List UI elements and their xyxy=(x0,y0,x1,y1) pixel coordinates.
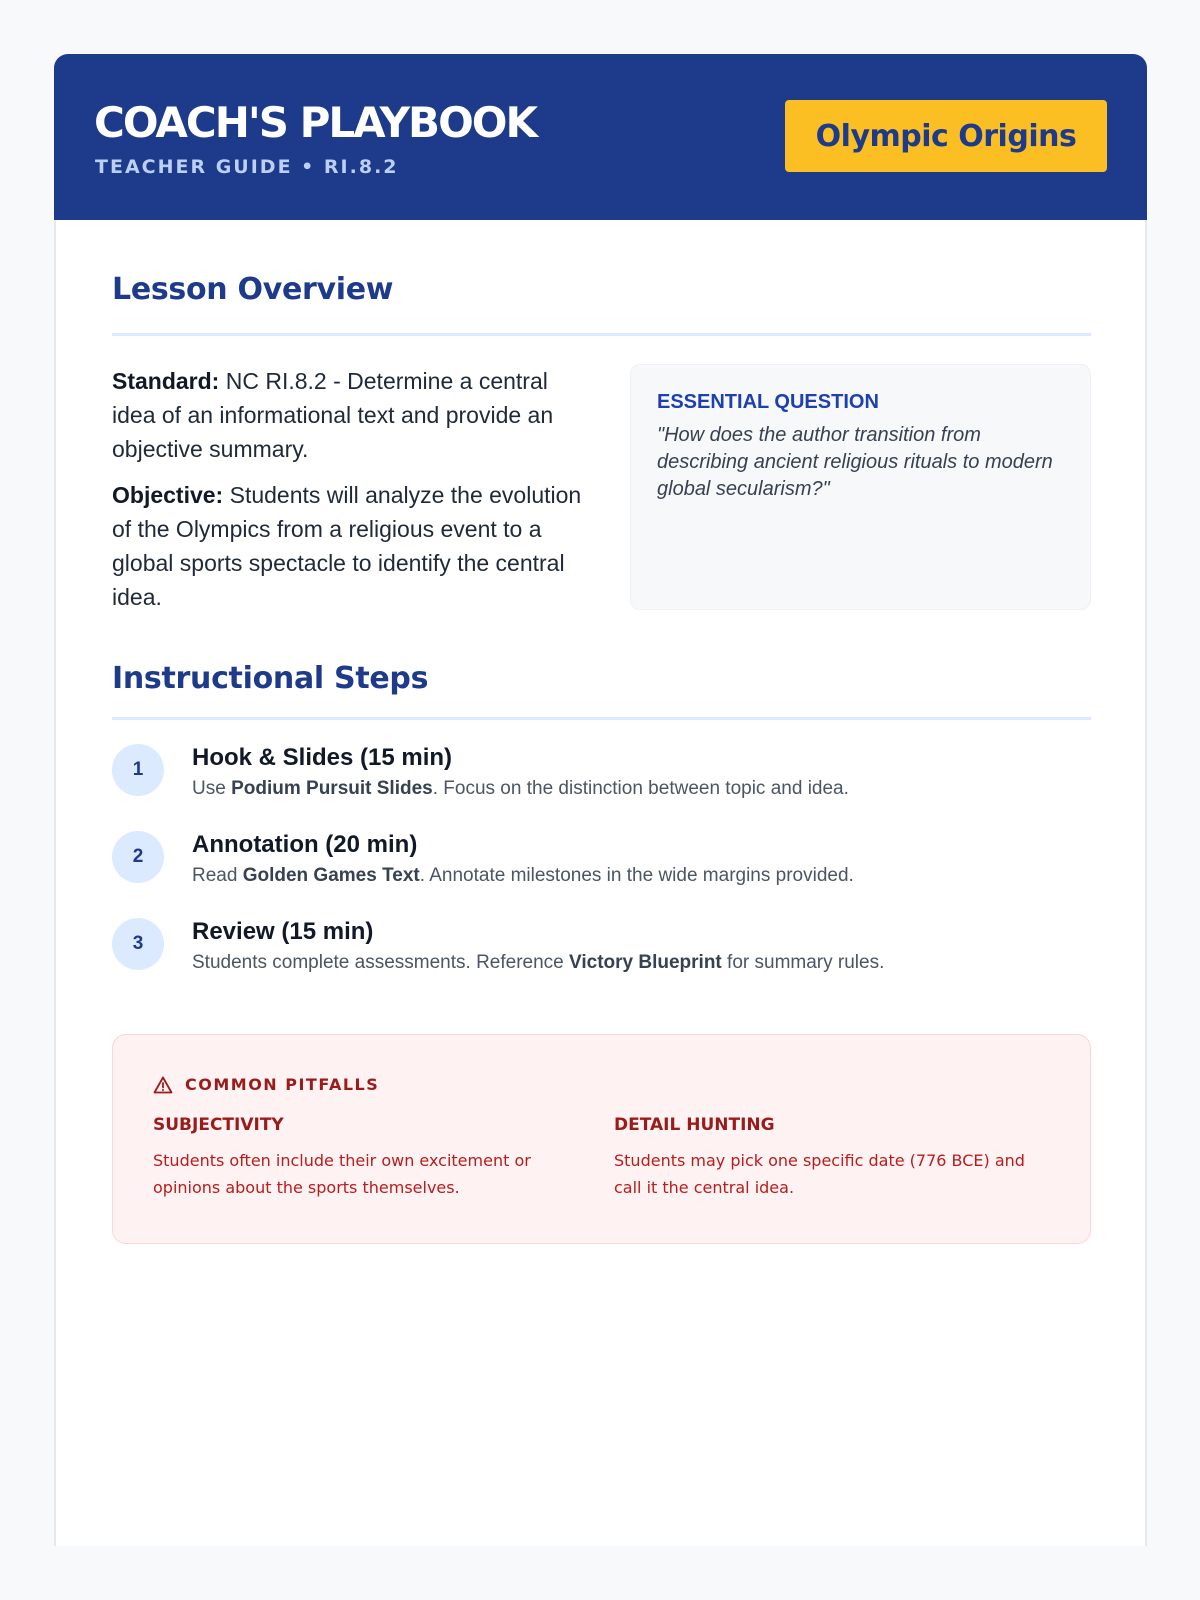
step-resource-name: Victory Blueprint xyxy=(569,952,722,973)
step-description xyxy=(192,952,884,974)
pitfall-title: SUBJECTIVITY xyxy=(153,1115,284,1135)
step-desc-post: . Focus on the distinction between topic and idea. xyxy=(432,778,849,799)
common-pitfalls-box xyxy=(112,1034,1091,1244)
pitfall-text: Students may pick one specific date (776 BCE) and call it the central idea. xyxy=(614,1151,1025,1197)
essential-question-box xyxy=(630,364,1091,610)
standard-text: NC RI.8.2 - Determine a central idea of an informational text and provide an objective summary. xyxy=(112,368,554,462)
page-title: COACH'S PLAYBOOK xyxy=(94,98,537,147)
step-desc-post: . Annotate milestones in the wide margins provided. xyxy=(419,865,854,886)
step-title: Annotation (20 min) xyxy=(192,831,418,858)
warning-icon xyxy=(153,1076,173,1094)
objective-text: Students will analyze the evolution of the Olympics from a religious event to a global sports spectacle to identify the central idea. xyxy=(112,482,582,610)
step-description xyxy=(192,865,854,887)
step-desc-pre: Use xyxy=(192,778,232,799)
pitfall-item xyxy=(614,1115,1034,1201)
pitfall-item xyxy=(153,1115,573,1201)
step-item xyxy=(112,744,1091,831)
header-banner xyxy=(54,54,1147,220)
instructional-steps-heading: Instructional Steps xyxy=(112,661,429,696)
step-description xyxy=(192,778,849,800)
step-number-badge: 1 xyxy=(112,744,164,796)
topic-badge: Olympic Origins xyxy=(785,100,1107,172)
pitfall-text: Students often include their own excitement or opinions about the sports themselves. xyxy=(153,1151,531,1197)
step-desc-post: for summary rules. xyxy=(721,952,885,973)
essential-question-label: ESSENTIAL QUESTION xyxy=(657,391,879,413)
pitfalls-heading xyxy=(153,1075,379,1094)
step-title: Hook & Slides (15 min) xyxy=(192,744,453,771)
step-item xyxy=(112,831,1091,918)
step-resource-name: Podium Pursuit Slides xyxy=(231,778,433,799)
step-number-badge: 3 xyxy=(112,918,164,970)
standard-paragraph xyxy=(112,364,592,466)
steps-list xyxy=(112,744,1091,1005)
step-desc-pre: Students complete assessments. Reference xyxy=(192,952,570,973)
objective-label: Objective: xyxy=(112,482,224,508)
objective-paragraph xyxy=(112,478,592,614)
pitfalls-heading-text: COMMON PITFALLS xyxy=(185,1075,380,1094)
essential-question-text: "How does the author transition from describing ancient religious rituals to modern global secularism?" xyxy=(657,424,1053,500)
teacher-guide-page xyxy=(54,54,1147,1546)
step-resource-name: Golden Games Text xyxy=(242,865,420,886)
overview-text xyxy=(112,364,592,626)
divider xyxy=(112,717,1091,720)
step-title: Review (15 min) xyxy=(192,918,374,945)
pitfall-title: DETAIL HUNTING xyxy=(614,1115,775,1135)
step-desc-pre: Read xyxy=(192,865,243,886)
step-item xyxy=(112,918,1091,1005)
lesson-overview-heading: Lesson Overview xyxy=(112,272,394,307)
step-number-badge: 2 xyxy=(112,831,164,883)
standard-label: Standard: xyxy=(112,368,220,394)
divider xyxy=(112,333,1091,336)
page-subtitle: TEACHER GUIDE • RI.8.2 xyxy=(95,156,399,178)
